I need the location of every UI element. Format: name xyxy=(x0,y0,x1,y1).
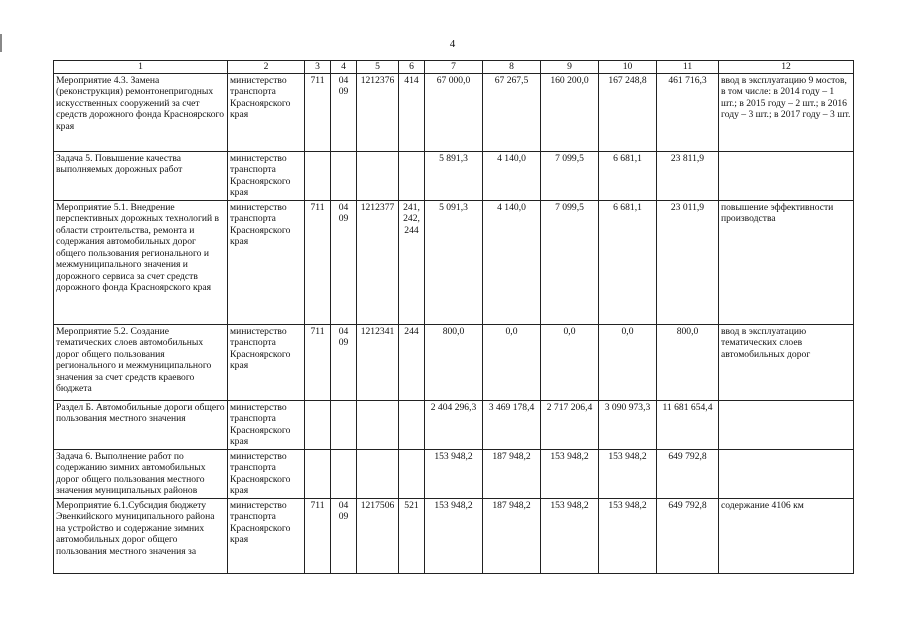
amount-cell: 187 948,2 xyxy=(483,449,541,498)
grbs-code-cell: 711 xyxy=(305,73,331,151)
amount-cell: 5 091,3 xyxy=(425,200,483,324)
section-code-cell xyxy=(331,449,357,498)
grbs-code-cell xyxy=(305,151,331,200)
expected-result-cell: ввод в эксплуатацию 9 мостов, в том числе: в 2014 году – 1 шт.; в 2015 году – 2 шт.; в 2016 году – 3 шт.; в 2017 году – 3 шт. xyxy=(719,73,854,151)
section-code-cell: 04 09 xyxy=(331,73,357,151)
amount-cell: 7 099,5 xyxy=(541,200,599,324)
amount-cell: 160 200,0 xyxy=(541,73,599,151)
activity-name-cell: Мероприятие 4.3. Замена (реконструкция) ремонтонепригодных искусственных сооружений за счет средств дорожного фонда Красноярского края xyxy=(54,73,228,151)
grbs-code-cell: 711 xyxy=(305,200,331,324)
table-row xyxy=(54,449,854,498)
section-code-cell: 04 09 xyxy=(331,324,357,400)
table-row xyxy=(54,151,854,200)
column-header: 11 xyxy=(657,61,719,74)
amount-cell: 5 891,3 xyxy=(425,151,483,200)
expense-type-cell: 521 xyxy=(399,498,425,573)
activity-name-cell: Задача 5. Повышение качества выполняемых дорожных работ xyxy=(54,151,228,200)
amount-cell: 0,0 xyxy=(541,324,599,400)
expected-result-cell xyxy=(719,151,854,200)
column-header: 10 xyxy=(599,61,657,74)
amount-cell: 153 948,2 xyxy=(425,449,483,498)
table-row xyxy=(54,498,854,573)
target-item-cell: 1217506 xyxy=(357,498,399,573)
section-code-cell xyxy=(331,400,357,449)
amount-cell: 167 248,8 xyxy=(599,73,657,151)
amount-cell: 4 140,0 xyxy=(483,151,541,200)
total-cell: 461 716,3 xyxy=(657,73,719,151)
grbs-code-cell: 711 xyxy=(305,498,331,573)
page-number: 4 xyxy=(449,38,456,50)
section-code-cell: 04 09 xyxy=(331,498,357,573)
table-row xyxy=(54,400,854,449)
target-item-cell xyxy=(357,400,399,449)
total-cell: 649 792,8 xyxy=(657,498,719,573)
amount-cell: 7 099,5 xyxy=(541,151,599,200)
amount-cell: 2 404 296,3 xyxy=(425,400,483,449)
amount-cell: 6 681,1 xyxy=(599,151,657,200)
amount-cell: 2 717 206,4 xyxy=(541,400,599,449)
expense-type-cell: 241, 242, 244 xyxy=(399,200,425,324)
total-cell: 11 681 654,4 xyxy=(657,400,719,449)
executor-cell: министерство транспорта Красноярского края xyxy=(228,400,305,449)
column-header: 4 xyxy=(331,61,357,74)
section-code-cell: 04 09 xyxy=(331,200,357,324)
activity-name-cell: Задача 6. Выполнение работ по содержанию зимних автомобильных дорог общего пользования местного значения муниципальных районов xyxy=(54,449,228,498)
total-cell: 649 792,8 xyxy=(657,449,719,498)
column-header: 1 xyxy=(54,61,228,74)
expense-type-cell xyxy=(399,400,425,449)
amount-cell: 153 948,2 xyxy=(541,449,599,498)
table-row xyxy=(54,324,854,400)
total-cell: 800,0 xyxy=(657,324,719,400)
amount-cell: 3 469 178,4 xyxy=(483,400,541,449)
executor-cell: министерство транспорта Красноярского края xyxy=(228,200,305,324)
column-number-row xyxy=(54,61,854,74)
expense-type-cell xyxy=(399,151,425,200)
amount-cell: 67 267,5 xyxy=(483,73,541,151)
column-header: 8 xyxy=(483,61,541,74)
column-header: 7 xyxy=(425,61,483,74)
column-header: 3 xyxy=(305,61,331,74)
activity-name-cell: Мероприятие 6.1.Субсидия бюджету Эвенкийского муниципального района на устройство и содержание зимних автомобильных дорог общего пользования местного значения за xyxy=(54,498,228,573)
expense-type-cell: 414 xyxy=(399,73,425,151)
table-row xyxy=(54,200,854,324)
amount-cell: 800,0 xyxy=(425,324,483,400)
amount-cell: 67 000,0 xyxy=(425,73,483,151)
expected-result-cell xyxy=(719,449,854,498)
target-item-cell: 1212377 xyxy=(357,200,399,324)
column-header: 9 xyxy=(541,61,599,74)
amount-cell: 6 681,1 xyxy=(599,200,657,324)
activity-name-cell: Раздел Б. Автомобильные дороги общего пользования местного значения xyxy=(54,400,228,449)
grbs-code-cell xyxy=(305,400,331,449)
amount-cell: 153 948,2 xyxy=(425,498,483,573)
target-item-cell xyxy=(357,151,399,200)
expected-result-cell: ввод в эксплуатацию тематических слоев автомобильных дорог xyxy=(719,324,854,400)
expense-type-cell: 244 xyxy=(399,324,425,400)
executor-cell: министерство транспорта Красноярского края xyxy=(228,498,305,573)
executor-cell: министерство транспорта Красноярского края xyxy=(228,151,305,200)
grbs-code-cell: 711 xyxy=(305,324,331,400)
expected-result-cell xyxy=(719,400,854,449)
amount-cell: 187 948,2 xyxy=(483,498,541,573)
target-item-cell: 1212376 xyxy=(357,73,399,151)
amount-cell: 153 948,2 xyxy=(599,449,657,498)
section-code-cell xyxy=(331,151,357,200)
column-header: 12 xyxy=(719,61,854,74)
activity-name-cell: Мероприятие 5.1. Внедрение перспективных дорожных технологий в области строительства, ремонта и содержания автомобильных дорог общего пользования регионального и межмуниципального значения и дорожного сервиса за счет средств дорожного фонда Красноярского края xyxy=(54,200,228,324)
column-header: 6 xyxy=(399,61,425,74)
grbs-code-cell xyxy=(305,449,331,498)
column-header: 5 xyxy=(357,61,399,74)
executor-cell: министерство транспорта Красноярского края xyxy=(228,324,305,400)
expected-result-cell: содержание 4106 км xyxy=(719,498,854,573)
amount-cell: 153 948,2 xyxy=(599,498,657,573)
target-item-cell: 1212341 xyxy=(357,324,399,400)
expected-result-cell: повышение эффективности производства xyxy=(719,200,854,324)
total-cell: 23 011,9 xyxy=(657,200,719,324)
amount-cell: 0,0 xyxy=(599,324,657,400)
activity-name-cell: Мероприятие 5.2. Создание тематических слоев автомобильных дорог общего пользования регионального и межмуниципального значения за счет средств краевого бюджета xyxy=(54,324,228,400)
amount-cell: 3 090 973,3 xyxy=(599,400,657,449)
total-cell: 23 811,9 xyxy=(657,151,719,200)
executor-cell: министерство транспорта Красноярского края xyxy=(228,73,305,151)
target-item-cell xyxy=(357,449,399,498)
amount-cell: 153 948,2 xyxy=(541,498,599,573)
expense-type-cell xyxy=(399,449,425,498)
executor-cell: министерство транспорта Красноярского края xyxy=(228,449,305,498)
table-row xyxy=(54,73,854,151)
column-header: 2 xyxy=(228,61,305,74)
program-activities-table xyxy=(53,60,854,574)
amount-cell: 4 140,0 xyxy=(483,200,541,324)
amount-cell: 0,0 xyxy=(483,324,541,400)
